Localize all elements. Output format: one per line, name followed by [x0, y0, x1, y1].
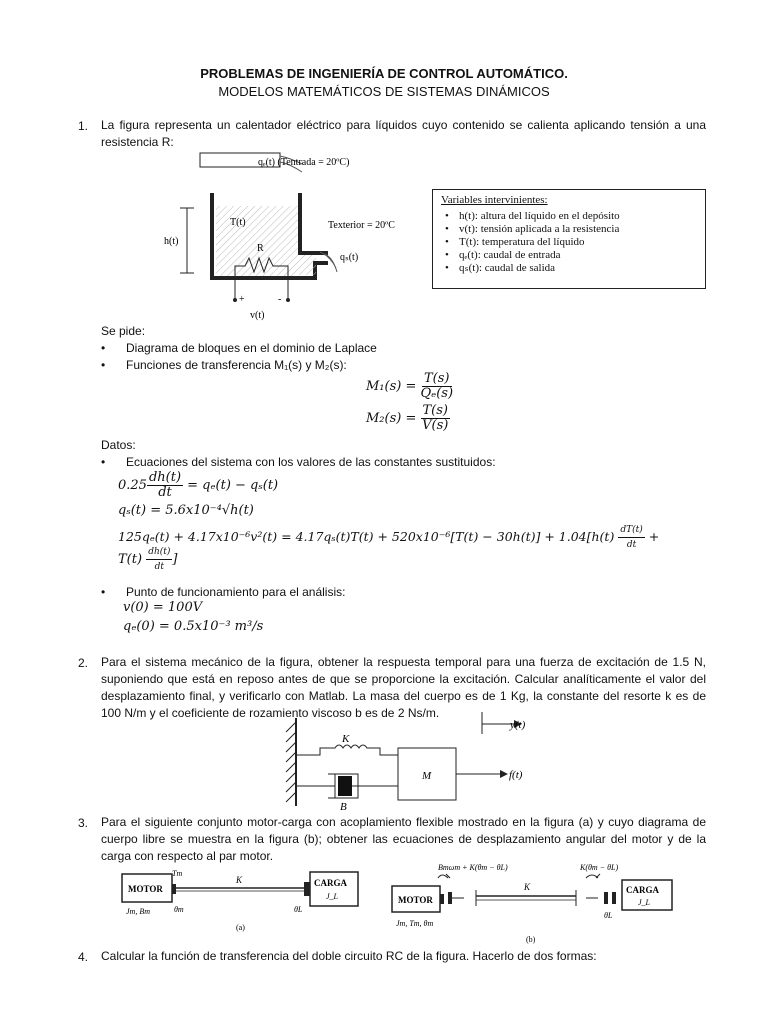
tm-label: Tm: [172, 869, 183, 878]
spring-icon: [296, 745, 398, 755]
minus-terminal: -: [278, 294, 282, 305]
qe-label: qₑ(t) (Tentrada = 20ºC): [258, 157, 350, 168]
problem-4-number: 4.: [78, 950, 89, 964]
load-torque-label: K(θm − θL): [580, 863, 619, 872]
page-subtitle: MODELOS MATEMÁTICOS DE SISTEMAS DINÁMICOS: [218, 84, 550, 99]
equation-1: 0.25 $\frac{dh(t)}{dt}$ = qₑ(t) − qₛ(t): [118, 470, 279, 500]
operating-point-qe: qₑ(0) = 0.5x10⁻³ m³/s: [123, 619, 264, 634]
plus-terminal: +: [239, 294, 245, 305]
problem-2-number: 2.: [78, 656, 89, 670]
motor-torque-label: Bmωm + K(θm − θL): [438, 863, 508, 872]
variable-item: • qₛ(t): caudal de salida: [445, 262, 556, 274]
figure-a-caption: (a): [236, 923, 245, 932]
jl-label: J_L: [326, 892, 338, 901]
motor-label: MOTOR: [128, 884, 163, 894]
page-title: PROBLEMAS DE INGENIERÍA DE CONTROL AUTOMÁTICO.: [200, 66, 568, 81]
exterior-temp-label: Texterior = 20ºC: [328, 220, 395, 231]
punto-label: • Punto de funcionamiento para el análisis:: [126, 584, 345, 601]
load-label: CARGA: [314, 878, 347, 888]
height-label: h(t): [164, 236, 179, 247]
m2-equation: M₂(s) = $\frac{T(s)}{V(s)}$: [366, 403, 449, 433]
equation-3: 125qₑ(t) + 4.17x10⁻⁶v²(t) = 4.17qₛ(t)T(t) + 520x10⁻⁶[T(t) − 30h(t)] + 1.04[h(t) $\frac{dT(t)}{dt}$ +: [118, 525, 660, 550]
variable-item: • h(t): altura del líquido en el depósito: [445, 210, 620, 222]
theta-m-label: θm: [174, 905, 184, 914]
problem-3-text: Para el siguiente conjunto motor-carga con acoplamiento flexible mostrado en la figura (a) y cuyo diagrama de cuerpo libre se muestra en la figura (b); obtener las ecuaciones de desplazamiento angular del motor y de la carga con respecto al par motor.: [101, 815, 706, 863]
heater-figure: [150, 148, 420, 323]
variable-item: • T(t): temperatura del líquido: [445, 236, 585, 248]
motor-load-figure-b: [390, 860, 680, 946]
datos-label: Datos:: [101, 438, 136, 452]
equation-3-cont: T(t) $\frac{dh(t)}{dt}$ ]: [118, 547, 178, 572]
jm-tm-thm-label: Jm, Tm, θm: [396, 919, 434, 928]
load-label: CARGA: [626, 885, 659, 895]
theta-l-label: θL: [604, 911, 613, 920]
ask-item: • Diagrama de bloques en el dominio de Laplace: [126, 340, 377, 357]
liquid-outlet: [298, 255, 316, 275]
damper-label: B: [340, 801, 347, 813]
problem-1-text: La figura representa un calentador eléctrico para líquidos cuyo contenido se calienta aplicando tensión a una resistencia R:: [101, 118, 706, 149]
problem-2-text: Para el sistema mecánico de la figura, obtener la respuesta temporal para una fuerza de excitación de 1.5 N, suponiendo que está en reposo antes de que se proporcione la excitación. Calcular analíticamente el valor del desplazamiento final, y verificarlo con Matlab. La masa del cuerpo es de 1 Kg, la constante del resorte k es de 100 N/m y el coeficiente de rozamiento viscoso b es de 2 Ns/m.: [101, 655, 706, 720]
variable-item: • qₑ(t): caudal de entrada: [445, 249, 561, 261]
ecuaciones-label: • Ecuaciones del sistema con los valores de las constantes sustituidos:: [126, 454, 496, 471]
displacement-label: y(t): [510, 719, 526, 731]
figure-b-caption: (b): [526, 935, 536, 944]
se-pide-label: Se pide:: [101, 324, 146, 338]
jm-bm-label: Jm, Bm: [126, 907, 150, 916]
operating-point-v: v(0) = 100V: [123, 600, 203, 615]
ask-item: • Funciones de transferencia M₁(s) y M₂(s):: [126, 357, 347, 374]
mass-spring-damper-figure: [280, 710, 540, 815]
temperature-label: T(t): [230, 217, 246, 228]
voltage-label: v(t): [250, 310, 265, 321]
variable-item: • v(t): tensión aplicada a la resistencia: [445, 223, 620, 235]
equation-2: qₛ(t) = 5.6x10⁻⁴√h(t): [118, 503, 254, 518]
variables-box: [432, 189, 706, 289]
jl-label: J_L: [638, 898, 650, 907]
problem-3-number: 3.: [78, 816, 89, 830]
variables-title: Variables intervinientes:: [441, 194, 548, 206]
shaft-k-label: K: [236, 875, 243, 885]
force-label: f(t): [509, 769, 523, 781]
spring-label: K: [342, 733, 350, 745]
resistor-label: R: [257, 243, 264, 254]
m1-equation: M₁(s) = $\frac{T(s)}{\text{Qₑ(s)}}$: [366, 371, 454, 401]
theta-l-label: θL: [294, 905, 303, 914]
motor-load-figure-a: [118, 864, 366, 934]
qs-label: qₛ(t): [340, 252, 359, 263]
problem-4-text: Calcular la función de transferencia del doble circuito RC de la figura. Hacerlo de dos formas:: [101, 949, 597, 963]
shaft-k-label: K: [524, 882, 531, 892]
problem-1-number: 1.: [78, 119, 89, 133]
motor-label: MOTOR: [398, 895, 433, 905]
tank-wall-right: [300, 193, 328, 253]
mass-label: M: [422, 770, 432, 782]
